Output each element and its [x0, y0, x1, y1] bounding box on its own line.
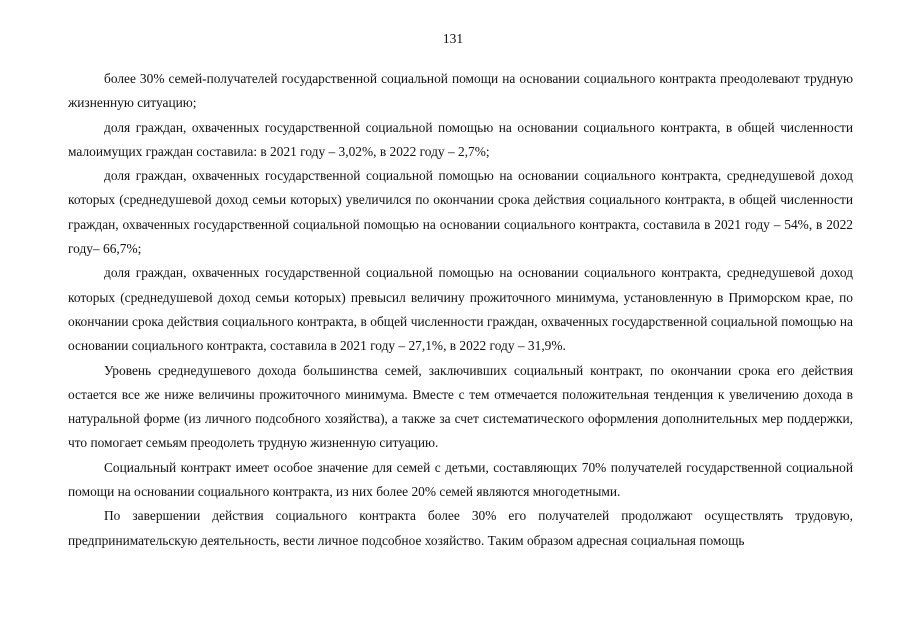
paragraph-5: Уровень среднедушевого дохода большинства семей, заключивших социальный контракт, по окончании срока его действия остается все же ниже величины прожиточного минимума. Вместе с тем отмечается положительная тенденция к увеличению дохода в натуральной форме (из личного подсобного хозяйства), а также за счет систематического оформления дополнительных мер поддержки, что помогает семьям преодолеть трудную жизненную ситуацию. — [68, 362, 853, 451]
paragraph-6: Социальный контракт имеет особое значение для семей с детьми, составляющих 70% получателей государственной социальной помощи на основании социального контракта, из них более 20% семей являются многодетными. — [68, 459, 853, 500]
document-body — [68, 67, 853, 553]
paragraph-4: доля граждан, охваченных государственной социальной помощью на основании социального контракта, среднедушевой доход которых (среднедушевой доход семьи которых) превысил величину прожиточного минимума, установленную в Приморском крае, по окончании срока действия социального контракта, в общей численности граждан, охваченных государственной социальной помощью на основании социального контракта, составила в 2021 году – 27,1%, в 2022 году – 31,9%. — [68, 265, 853, 354]
paragraph-3: доля граждан, охваченных государственной социальной помощью на основании социального контракта, среднедушевой доход которых (среднедушевой доход семьи которых) увеличился по окончании срока действия социального контракта, в общей численности граждан, охваченных государственной социальной помощью на основании социального контракта, составила в 2021 году – 54%, в 2022 году– 66,7%; — [68, 168, 853, 257]
page-number: 131 — [442, 31, 464, 46]
paragraph-7: По завершении действия социального контракта более 30% его получателей продолжают осуществлять трудовую, предпринимательскую деятельность, вести личное подсобное хозяйство. Таким образом адресная социальная помощь — [68, 508, 853, 548]
paragraph-2: доля граждан, охваченных государственной социальной помощью на основании социального контракта, в общей численности малоимущих граждан составила: в 2021 году – 3,02%, в 2022 году – 2,7%; — [68, 119, 853, 159]
paragraph-1: более 30% семей-получателей государственной социальной помощи на основании социального контракта преодолевают трудную жизненную ситуацию; — [68, 71, 853, 111]
